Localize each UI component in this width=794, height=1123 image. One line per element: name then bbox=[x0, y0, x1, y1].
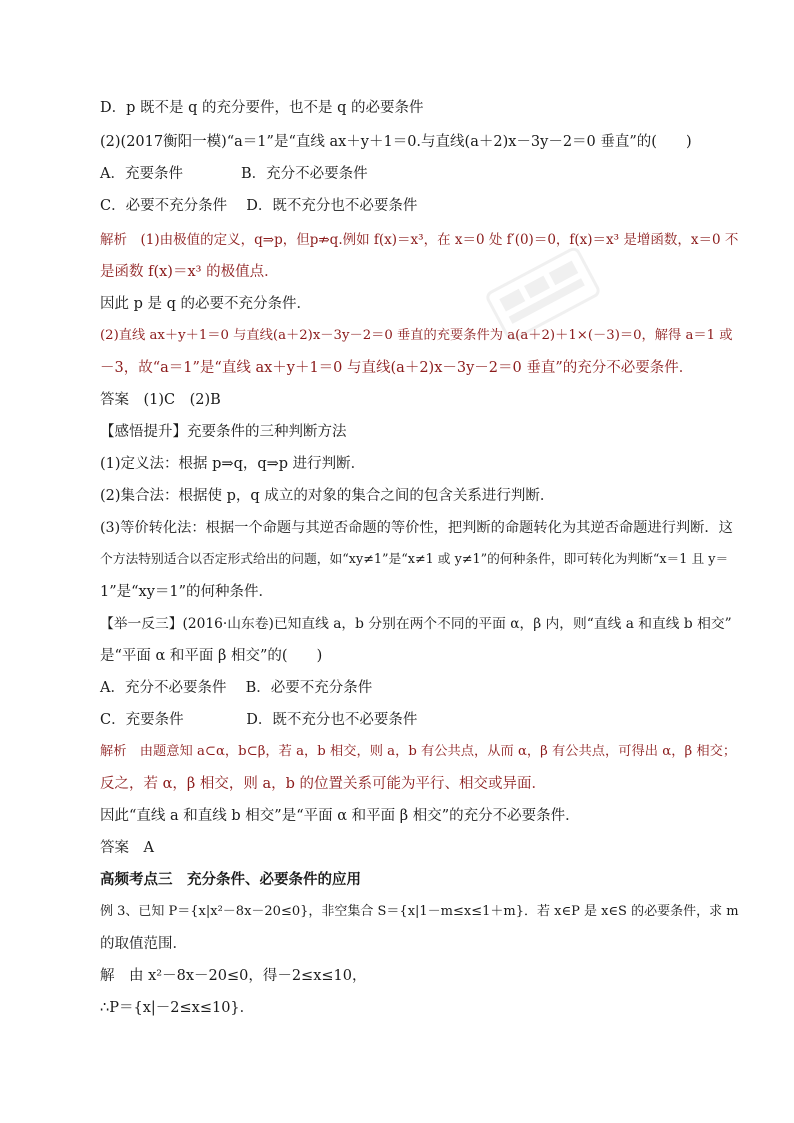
practice-analysis-line-2: 反之，若 α，β 相交，则 a，b 的位置关系可能为平行、相交或异面． bbox=[100, 776, 547, 792]
conclusion-line-1: 因此 p 是 q 的必要不充分条件． bbox=[100, 296, 311, 312]
solution-line-2: ∴P＝{x|－2≤x≤10}． bbox=[100, 1000, 255, 1016]
practice-question-line-1: 【举一反三】(2016·山东卷)已知直线 a，b 分别在两个不同的平面 α，β 内，则“直线 a 和直线 b 相交” bbox=[100, 616, 732, 632]
analysis-line-1: 解析 (1)由极值的定义，q⇒p，但p⇏q.例如 f(x)＝x³，在 x＝0 处 f′(0)＝0，f(x)＝x³ 是增函数，x＝0 不 bbox=[100, 232, 739, 248]
solution-line-1: 解 由 x²－8x－20≤0，得－2≤x≤10， bbox=[100, 968, 367, 984]
option-d-line: D．p 既不是 q 的充分要件，也不是 q 的必要条件 bbox=[100, 100, 424, 116]
method-3-line-1: (3)等价转化法：根据一个命题与其逆否命题的等价性，把判断的命题转化为其逆否命题进行判断．这 bbox=[100, 520, 733, 536]
question-2-line: (2)(2017衡阳一模)“a＝1”是“直线 ax＋y＋1＝0.与直线(a＋2)x－3y－2＝0 垂直”的( ) bbox=[100, 134, 692, 150]
options-cd-line: C．必要不充分条件 D．既不充分也不必要条件 bbox=[100, 198, 418, 214]
method-2-line: (2)集合法：根据使 p，q 成立的对象的集合之间的包含关系进行判断． bbox=[100, 488, 555, 504]
method-1-line: (1)定义法：根据 p⇒q，q⇒p 进行判断． bbox=[100, 456, 366, 472]
practice-conclusion-line: 因此“直线 a 和直线 b 相交”是“平面 α 和平面 β 相交”的充分不必要条件． bbox=[100, 808, 580, 824]
method-3-line-3: 1”是“xy＝1”的何种条件． bbox=[100, 584, 274, 600]
practice-analysis-line-1: 解析 由题意知 a⊂α，b⊂β，若 a，b 相交，则 a，b 有公共点，从而 α，β 有公共点，可得出 α，β 相交； bbox=[100, 744, 737, 759]
practice-options-cd: C．充要条件 D．既不充分也不必要条件 bbox=[100, 712, 418, 728]
answer-line-2: 答案 A bbox=[100, 840, 154, 856]
practice-options-ab: A．充分不必要条件 B．必要不充分条件 bbox=[100, 680, 373, 696]
practice-question-line-2: 是“平面 α 和平面 β 相交”的( ) bbox=[100, 648, 323, 664]
answer-line-1: 答案 (1)C (2)B bbox=[100, 392, 221, 408]
analysis-line-2: 是函数 f(x)＝x³ 的极值点． bbox=[100, 264, 279, 280]
options-ab-line: A．充要条件 B．充分不必要条件 bbox=[100, 166, 368, 182]
example-3-line-2: 的取值范围． bbox=[100, 936, 187, 952]
method-3-line-2: 个方法特别适合以否定形式给出的问题，如“xy≠1”是“x≠1 或 y≠1”的何种条件，即可转化为判断“x＝1 且 y＝ bbox=[100, 552, 729, 567]
insight-heading: 【感悟提升】充要条件的三种判断方法 bbox=[100, 424, 347, 440]
section-heading: 高频考点三 充分条件、必要条件的应用 bbox=[100, 871, 361, 888]
analysis-line-4: －3，故“a＝1”是“直线 ax＋y＋1＝0 与直线(a＋2)x－3y－2＝0 垂直”的充分不必要条件． bbox=[100, 360, 694, 376]
example-3-line-1: 例 3、已知 P＝{x|x²－8x－20≤0}，非空集合 S＝{x|1－m≤x≤1＋m}．若 x∈P 是 x∈S 的必要条件，求 m bbox=[100, 904, 739, 919]
analysis-line-3: (2)直线 ax＋y＋1＝0 与直线(a＋2)x－3y－2＝0 垂直的充要条件为 a(a＋2)＋1×(－3)＝0，解得 a＝1 或 bbox=[100, 328, 733, 343]
